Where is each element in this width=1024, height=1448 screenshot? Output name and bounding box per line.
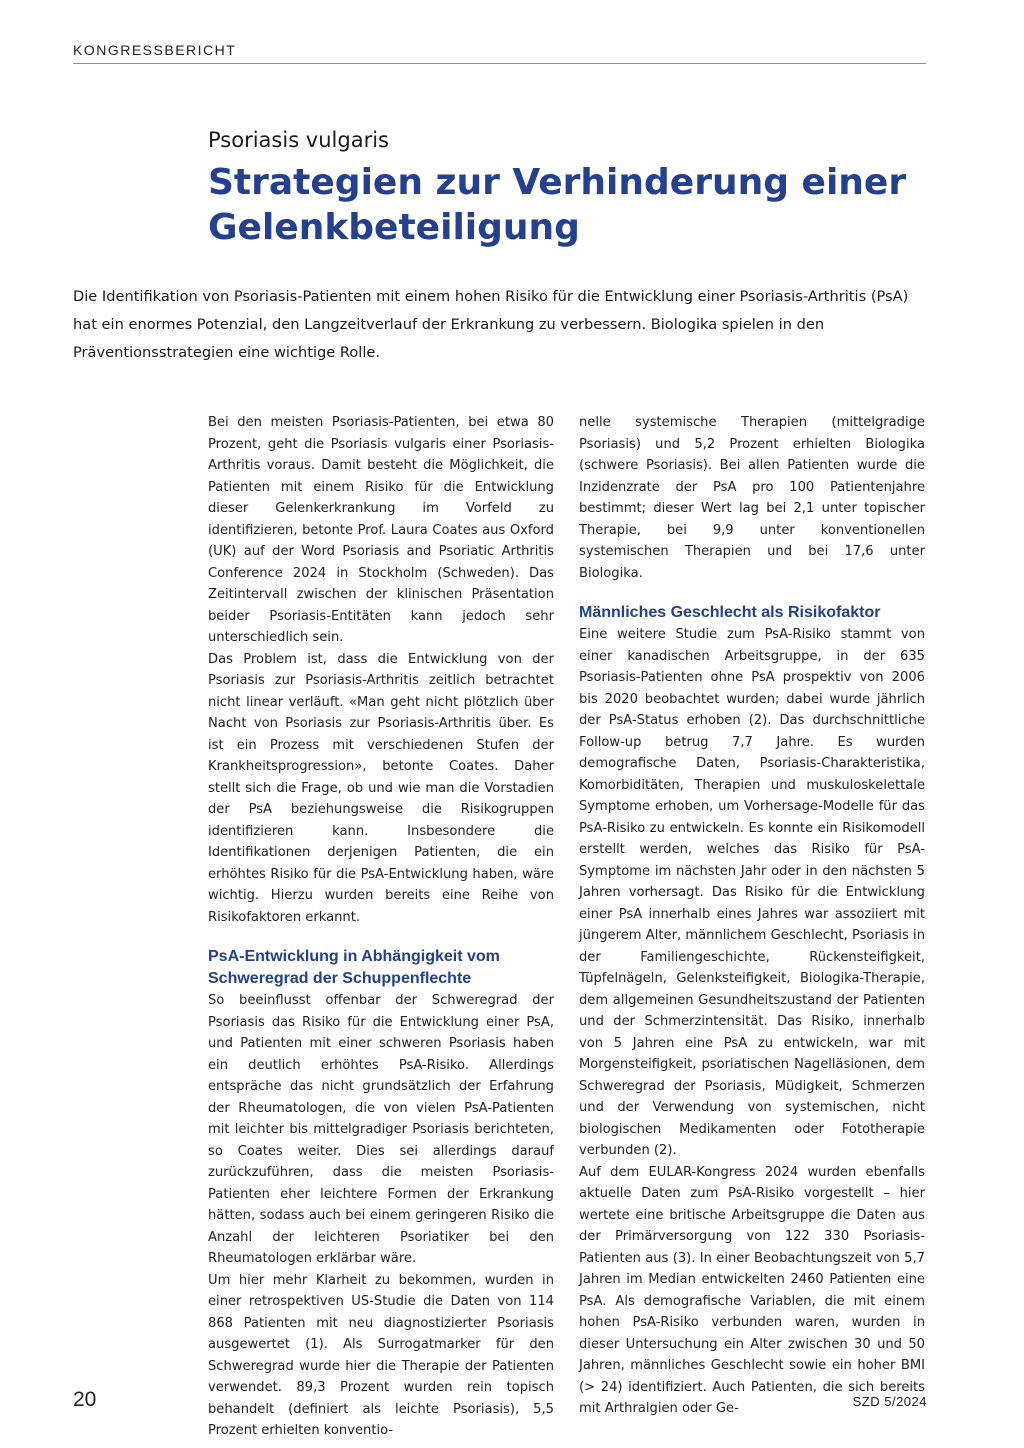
header-divider	[73, 63, 926, 64]
paragraph: nelle systemische Therapien (mittelgradige Psoriasis) und 5,2 Prozent erhielten Biologika (schwere Psoriasis). Bei allen Patienten wurde die Inzidenzrate der PsA pro 100 Patientenjahre bestimmt; dieser Wert lag bei 2,1 unter topischer Therapie, bei 9,9 unter konventionellen systemischen Therapien und bei 17,6 unter Biologika.	[579, 415, 925, 581]
page-number: 20	[73, 1388, 97, 1411]
section-heading: PsA-Entwicklung in Abhängigkeit vom Schweregrad der Schuppenflechte	[208, 948, 500, 987]
paragraph: Auf dem EULAR-Kongress 2024 wurden ebenfalls aktuelle Daten zum PsA-Risiko vorgestellt – hier wertete eine britische Arbeitsgruppe die Daten aus der Primärversorgung von 122 330 Psoriasis-Patienten aus (3). In einer Beobachtungszeit von 5,7 Jahren im Median entwickelten 2460 Patienten eine PsA. Als demografische Variablen, die mit einem hohen PsA-Risiko verbunden waren, wurden in dieser Untersuchung ein Alter zwischen 30 und 50 Jahren, männliches Geschlecht sowie ein hoher BMI (> 24) identifiziert. Auch Patienten, die sich bereits mit Arthralgien oder Ge-	[579, 1164, 925, 1416]
paragraph: Bei den meisten Psoriasis-Patienten, bei etwa 80 Prozent, geht die Psoriasis vulgaris einer Psoriasis-Arthritis voraus. Damit besteht die Möglichkeit, die Patienten mit einem Risiko für die Entwicklung dieser Gelenkerkrankung im Vorfeld zu identifizieren, betonte Prof. Laura Coates aus Oxford (UK) auf der Word Psoriasis and Psoriatic Arthritis Conference 2024 in Stockholm (Schweden). Das Zeitintervall zwischen der klinischen Präsentation beider Psoriasis-Entitäten kann jedoch sehr unterschiedlich sein.	[208, 415, 554, 645]
section-label: KONGRESSBERICHT	[73, 42, 237, 58]
paragraph: So beeinflusst offenbar der Schweregrad der Psoriasis das Risiko für die Entwicklung einer PsA, und Patienten mit einer schweren Psoriasis haben ein deutlich erhöhtes PsA-Risiko. Allerdings entspräche das nicht grundsätzlich der Erfahrung der Rheumatologen, die von vielen PsA-Patienten mit leichter bis mittelgradiger Psoriasis berichteten, so Coates weiter. Dies sei allerdings darauf zurückzuführen, dass die meisten Psoriasis-Patienten eher leichtere Formen der Erkrankung hätten, sodass auch bei einem geringeren Risiko die Anzahl der leichteren Psoriatiker bei den Rheumatologen erklärbar wäre.	[208, 993, 554, 1266]
article-lead: Die Identifikation von Psoriasis-Patienten mit einem hohen Risiko für die Entwicklung einer Psoriasis-Arthritis (PsA) hat ein enormes Potenzial, den Langzeitverlauf der Erkrankung zu verbessern. Biologika spielen in den Präventionsstrategien eine wichtige Rolle.	[73, 288, 909, 361]
article-kicker: Psoriasis vulgaris	[208, 128, 389, 152]
journal-issue: SZD 5/2024	[852, 1394, 927, 1409]
left-column	[208, 412, 554, 1442]
right-column	[579, 412, 925, 1420]
paragraph: Eine weitere Studie zum PsA-Risiko stammt von einer kanadischen Arbeitsgruppe, in der 635 Psoriasis-Patienten ohne PsA prospektiv von 2006 bis 2020 beobachtet wurden; dabei wurde jährlich der PsA-Status erhoben (2). Das durchschnittliche Follow-up betrug 7,7 Jahre. Es wurden demografische Daten, Psoriasis-Charakteristika, Komorbiditäten, Therapien und muskuloskelettale Symptome erhoben, um Vorhersage-Modelle für das PsA-Risiko zu entwickeln. Es konnte ein Risikomodell erstellt werden, welches das Risiko für PsA-Symptome im nächsten Jahr oder in den nächsten 5 Jahren vorhersagt. Das Risiko für die Entwicklung einer PsA innerhalb eines Jahres war assoziiert mit jüngerem Alter, männlichem Geschlecht, Psoriasis in der Familiengeschichte, Rückensteifigkeit, Tüpfelnägeln, Gelenksteifigkeit, Biologika-Therapie, dem allgemeinen Gesundheitszustand der Patienten und der Schmerzintensität. Das Risiko, innerhalb von 5 Jahren eine PsA zu entwickeln, war mit Morgensteifigkeit, psoriatischen Nagelläsionen, dem Schweregrad der Psoriasis, Müdigkeit, Schmerzen und der Verwendung von systemischen, nicht biologischen Medikamenten oder Fototherapie verbunden (2).	[579, 627, 925, 1158]
section-heading: Männliches Geschlecht als Risikofaktor	[579, 604, 881, 621]
paragraph: Um hier mehr Klarheit zu bekommen, wurden in einer retrospektiven US-Studie die Daten von 114 868 Patienten mit neu diagnostizierter Psoriasis ausgewertet (1). Als Surrogatmarker für den Schweregrad wurde hier die Therapie der Patienten verwendet. 89,3 Prozent wurden rein topisch behandelt (definiert als leichte Psoriasis), 5,5 Prozent erhielten konventio-	[208, 1272, 554, 1438]
paragraph: Das Problem ist, dass die Entwicklung von der Psoriasis zur Psoriasis-Arthritis zeitlich betrachtet nicht linear verläuft. «Man geht nicht plötzlich über Nacht von Psoriasis zur Psoriasis-Arthritis über. Es ist ein Prozess mit verschiedenen Stufen der Krankheitsprogression», betonte Coates. Daher stellt sich die Frage, ob und wie man die Vorstadien der PsA beziehungsweise die Risikogruppen identifizieren kann. Insbesondere die Identifikationen derjenigen Patienten, die ein erhöhtes Risiko für die PsA-Entwicklung haben, wäre wichtig. Hierzu wurden bereits eine Reihe von Risikofaktoren erkannt.	[208, 651, 554, 925]
article-title: Strategien zur Verhinderung einer Gelenkbeteiligung	[208, 162, 907, 248]
